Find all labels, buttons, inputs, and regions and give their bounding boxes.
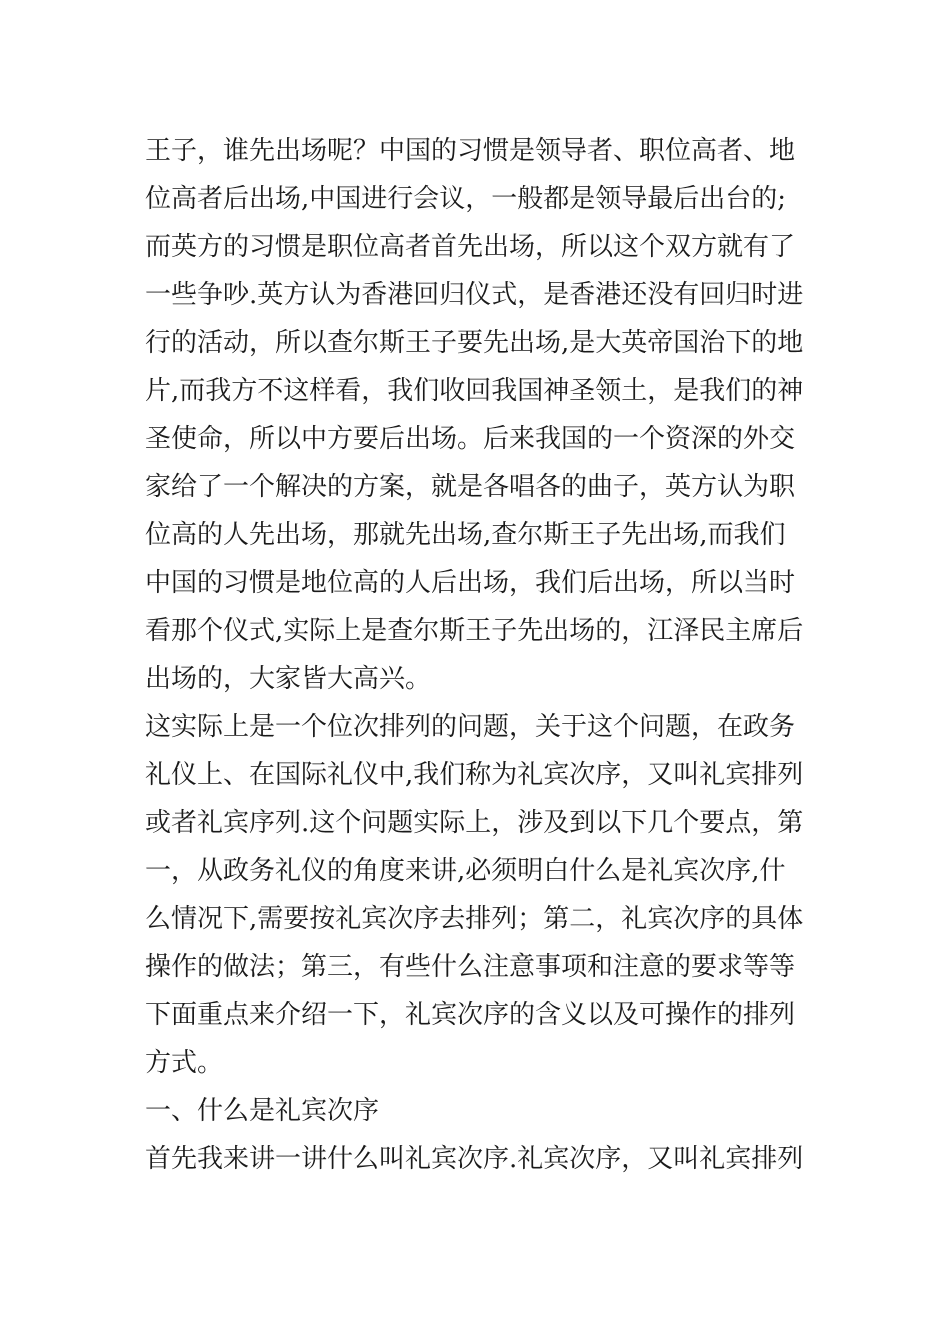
text-line: 行的活动，所以查尔斯王子要先出场,是大英帝国治下的地 xyxy=(145,328,804,358)
text-line: 一些争吵.英方认为香港回归仪式，是香港还没有回归时进 xyxy=(145,280,804,310)
text-line: 方式。 xyxy=(145,1048,224,1078)
text-line: 下面重点来介绍一下，礼宾次序的含义以及可操作的排列 xyxy=(145,1000,796,1030)
text-line: 操作的做法；第三，有些什么注意事项和注意的要求等等 xyxy=(145,952,796,982)
text-line: 或者礼宾序列.这个问题实际上，涉及到以下几个要点，第 xyxy=(145,808,804,838)
text-line: 么情况下,需要按礼宾次序去排列；第二，礼宾次序的具体 xyxy=(145,904,804,934)
text-line: 位高者后出场,中国进行会议，一般都是领导最后出台的; xyxy=(145,184,787,214)
text-line: 礼仪上、在国际礼仪中,我们称为礼宾次序，又叫礼宾排列 xyxy=(145,760,804,790)
text-line: 看那个仪式,实际上是查尔斯王子先出场的，江泽民主席后 xyxy=(145,616,804,646)
text-line: 首先我来讲一讲什么叫礼宾次序.礼宾次序，又叫礼宾排列 xyxy=(145,1144,804,1174)
text-line: 出场的，大家皆大高兴。 xyxy=(145,664,432,694)
text-line: 位高的人先出场，那就先出场,查尔斯王子先出场,而我们 xyxy=(145,520,786,550)
text-line: 而英方的习惯是职位高者首先出场，所以这个双方就有了 xyxy=(145,232,796,262)
section-heading: 一、什么是礼宾次序 xyxy=(145,1096,380,1126)
text-line: 中国的习惯是地位高的人后出场，我们后出场，所以当时 xyxy=(145,568,796,598)
text-line: 家给了一个解决的方案，就是各唱各的曲子，英方认为职 xyxy=(145,472,796,502)
text-line: 王子，谁先出场呢？中国的习惯是领导者、职位高者、地 xyxy=(145,136,796,166)
text-line: 一，从政务礼仪的角度来讲,必须明白什么是礼宾次序,什 xyxy=(145,856,786,886)
text-line: 圣使命，所以中方要后出场。后来我国的一个资深的外交 xyxy=(145,424,796,454)
text-line: 片,而我方不这样看，我们收回我国神圣领土，是我们的神 xyxy=(145,376,804,406)
text-line: 这实际上是一个位次排列的问题，关于这个问题，在政务 xyxy=(145,712,796,742)
